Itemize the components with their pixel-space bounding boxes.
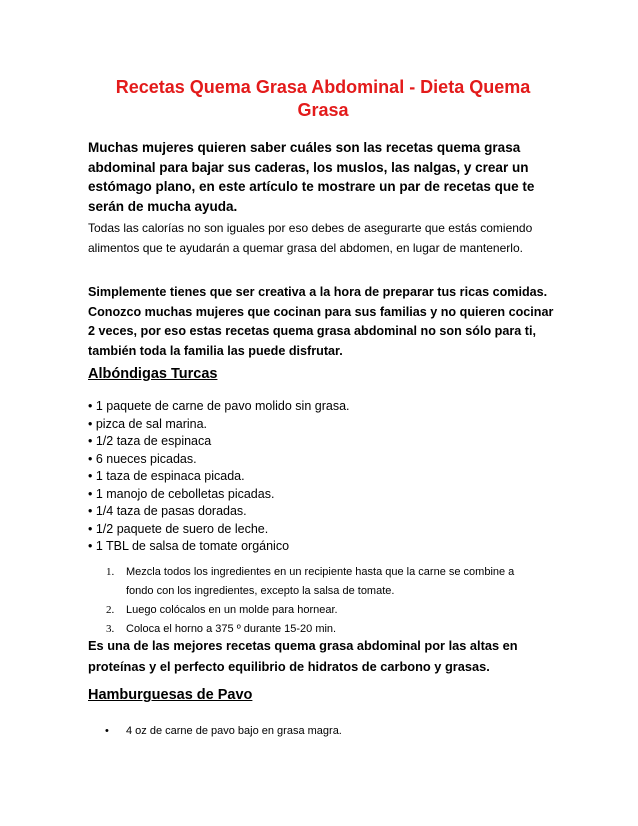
list-item: • 1/2 paquete de suero de leche.	[88, 521, 269, 536]
step-text: Luego colócalos en un molde para hornear.	[126, 604, 338, 616]
list-item: • 1 manojo de cebolletas picadas.	[88, 486, 275, 501]
step-number: 1.	[106, 566, 115, 578]
step-text: Coloca el horno a 375 º durante 15-20 min.	[126, 623, 337, 635]
step-number: 2.	[106, 604, 115, 616]
list-item: • 6 nueces picadas.	[88, 451, 197, 466]
list-item: • 1 paquete de carne de pavo molido sin grasa.	[88, 399, 350, 413]
step-text: Mezcla todos los ingredientes en un recipiente hasta que la carne se combine a	[126, 566, 515, 578]
list-item	[88, 722, 342, 740]
ingredient-list	[88, 398, 350, 556]
step-item	[88, 601, 566, 620]
list-item: • 1/4 taza de pasas doradas.	[88, 504, 247, 518]
list-item-text: 4 oz de carne de pavo bajo en grasa magra.	[126, 725, 342, 737]
step-item	[88, 563, 566, 601]
step-text-continued: fondo con los ingredientes, excepto la salsa de tomate.	[126, 585, 395, 597]
recipe-heading-albondigas: Albóndigas Turcas	[88, 366, 218, 382]
body-paragraph: Todas las calorías no son iguales por eso debes de asegurarte que estás comiendo alimentos que te ayudarán a quemar grasa del abdomen, en lugar de mantenerlo.	[88, 221, 533, 255]
ingredient-list-2	[88, 722, 342, 740]
list-item: • 1 TBL de salsa de tomate orgánico	[88, 539, 290, 553]
bullet-icon: •	[105, 725, 109, 737]
list-item: • 1/2 taza de espinaca	[88, 434, 212, 448]
bold-paragraph: Simplemente tienes que ser creativa a la hora de preparar tus ricas comidas. Conozco muchas mujeres que cocinan para sus familias y no quieren cocinar 2 veces, por eso estas recetas quema grasa abdominal no son sólo para ti, también toda la familia las puede disfrutar.	[88, 285, 554, 358]
intro-paragraph: Muchas mujeres quieren saber cuáles son las recetas quema grasa abdominal para bajar sus caderas, los muslos, las nalgas, y crear un estómago plano, en este artículo te mostrare un par de recetas que te serán de mucha ayuda.	[88, 140, 535, 214]
document-title: Recetas Quema Grasa Abdominal - Dieta Quema Grasa	[115, 77, 531, 120]
list-item: • 1 taza de espinaca picada.	[88, 469, 245, 483]
step-number: 3.	[106, 623, 115, 635]
steps-list	[88, 563, 566, 639]
closing-paragraph: Es una de las mejores recetas quema grasa abdominal por las altas en proteínas y el perfecto equilibrio de hidratos de carbono y grasas.	[88, 638, 518, 674]
recipe-heading-hamburguesas: Hamburguesas de Pavo	[88, 687, 253, 703]
list-item: • pizca de sal marina.	[88, 416, 208, 431]
